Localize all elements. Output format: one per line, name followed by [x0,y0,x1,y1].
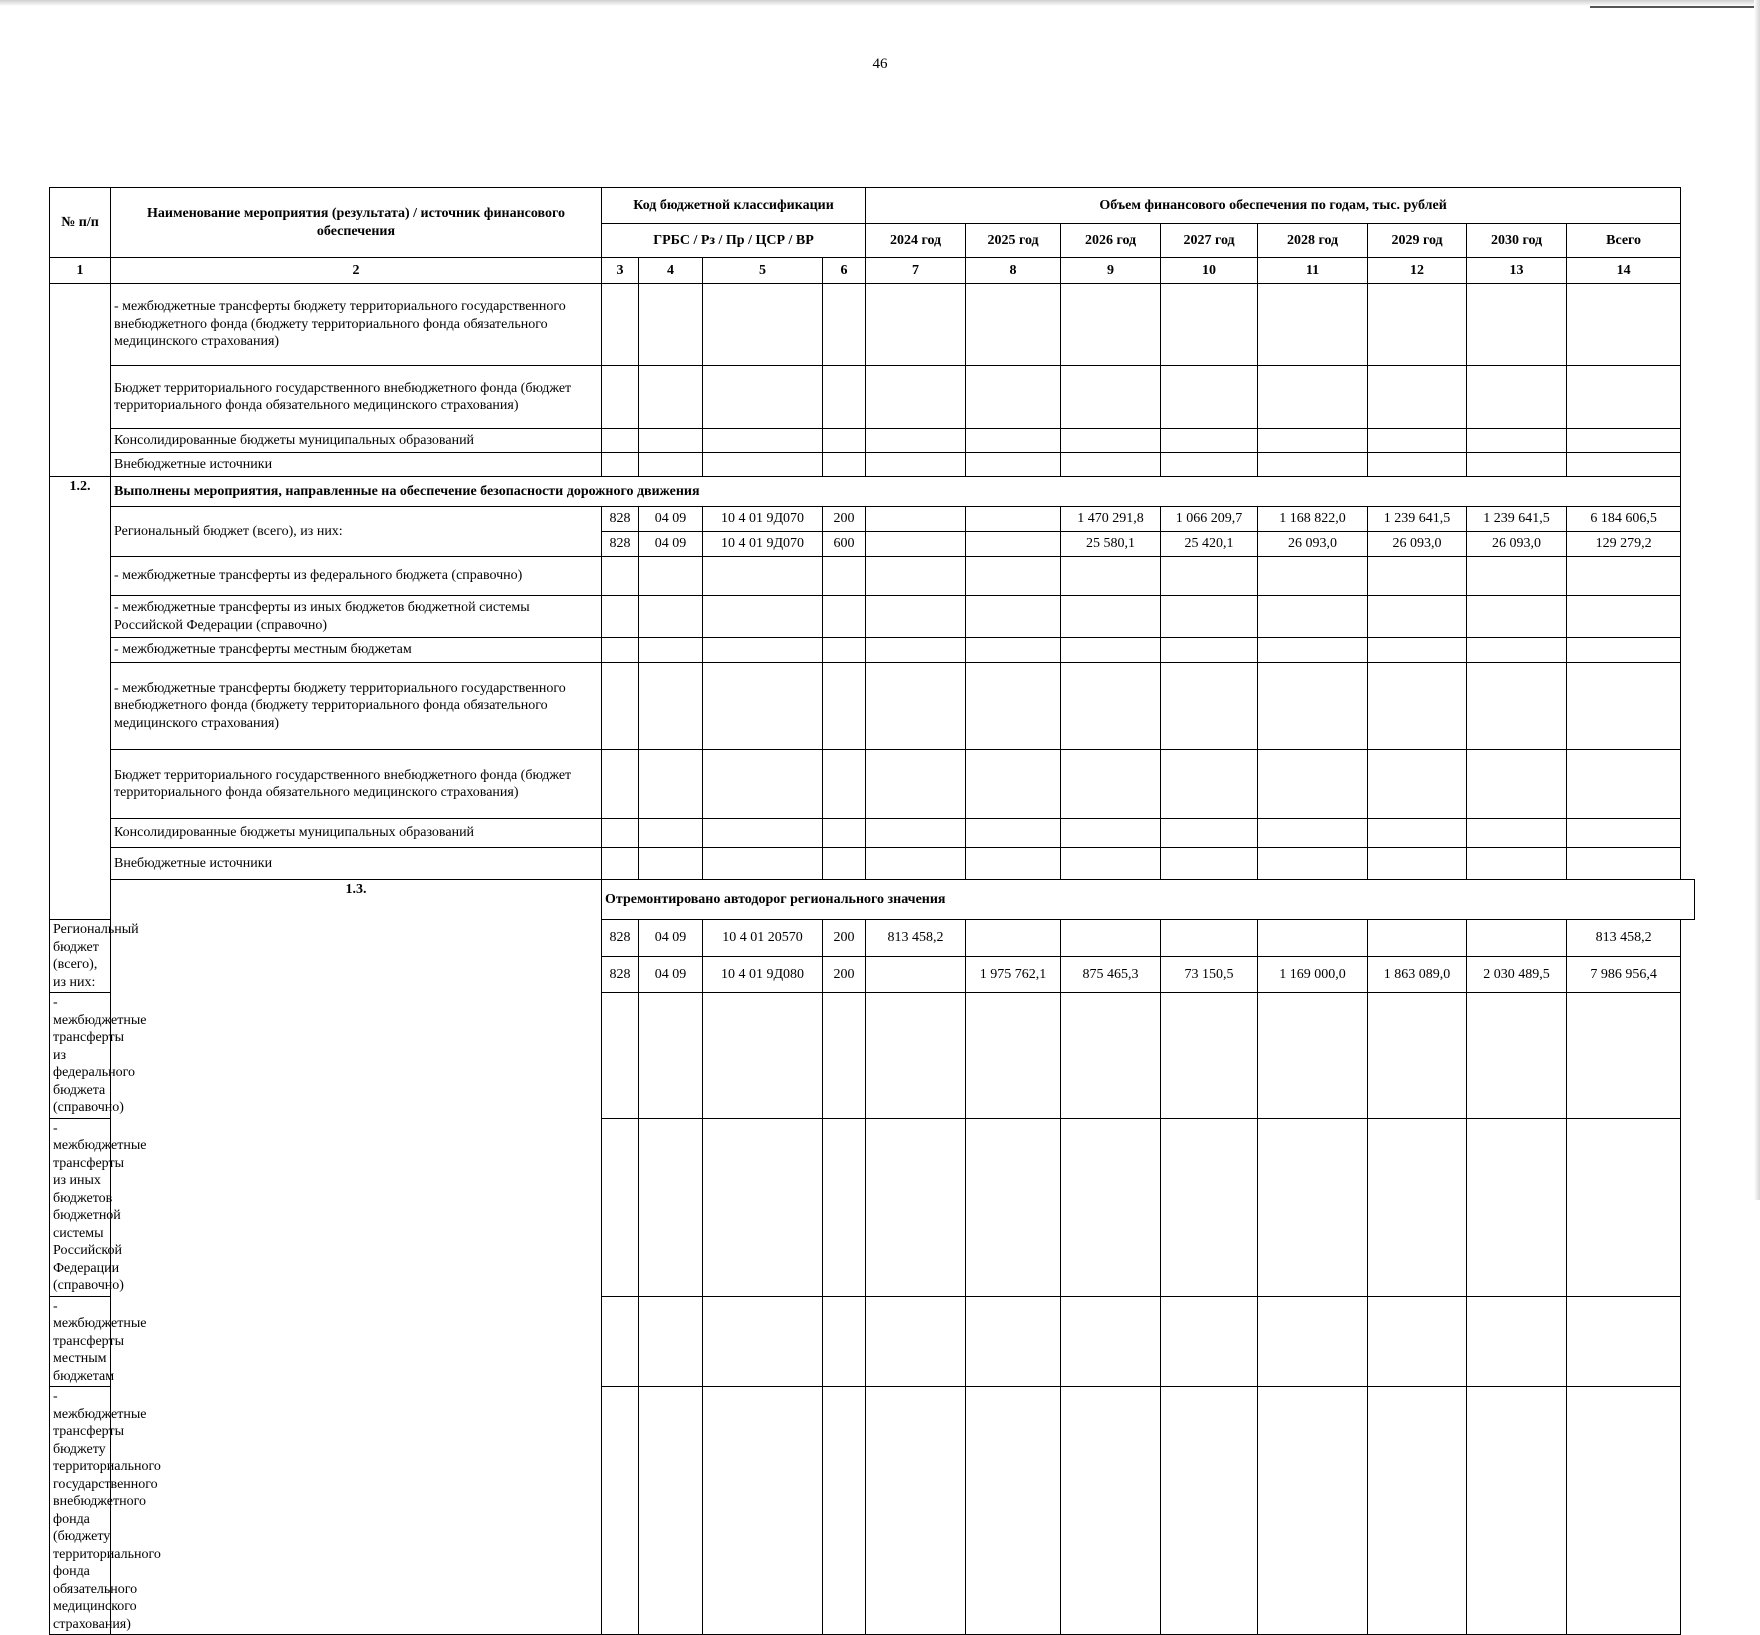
column-number: 5 [703,258,823,284]
header-year-2027: 2027 год [1161,224,1258,258]
value-2027 [1161,920,1258,957]
column-number: 12 [1368,258,1467,284]
vr-cell: 200 [823,956,866,993]
rz-pr-cell: 04 09 [639,532,703,557]
row-label: Внебюджетные источники [111,453,602,477]
column-number: 1 [50,258,111,284]
rz-pr-cell: 04 09 [639,507,703,532]
column-number: 10 [1161,258,1258,284]
header-year-2024: 2024 год [866,224,966,258]
value-total: 6 184 606,5 [1567,507,1681,532]
section-number: 1.3. [111,880,602,1635]
header-year-2028: 2028 год [1258,224,1368,258]
table-row [50,663,1695,750]
vr-cell: 200 [823,507,866,532]
table-row [50,366,1695,429]
budget-table [49,187,1695,1635]
value-2030 [1467,920,1567,957]
table-row [50,507,1695,532]
section-title: Выполнены мероприятия, направленные на обеспечение безопасности дорожного движения [111,477,1681,507]
value-2024 [866,956,966,993]
column-number: 11 [1258,258,1368,284]
value-2028: 26 093,0 [1258,532,1368,557]
row-label: - межбюджетные трансферты бюджету территориального государственного внебюджетного фонда (бюджету территориального фонда обязательного медицинского страхования) [111,284,602,366]
row-label: Консолидированные бюджеты муниципальных образований [111,429,602,453]
value-2025 [966,532,1061,557]
row-label: - межбюджетные трансферты бюджету территориального государственного внебюджетного фонда (бюджету территориального фонда обязательного медицинского страхования) [111,663,602,750]
table-row [50,848,1695,880]
value-2028: 1 168 822,0 [1258,507,1368,532]
row-label: Консолидированные бюджеты муниципальных образований [111,819,602,848]
value-2029: 1 239 641,5 [1368,507,1467,532]
value-2029: 26 093,0 [1368,532,1467,557]
row-label: - межбюджетные трансферты из федерального бюджета (справочно) [50,993,111,1119]
row-label: - межбюджетные трансферты из федерального бюджета (справочно) [111,557,602,596]
column-number-row [50,258,1695,284]
column-number: 2 [111,258,602,284]
header-num: № п/п [50,188,111,258]
header-year-2026: 2026 год [1061,224,1161,258]
table-row [50,819,1695,848]
table-row [50,750,1695,819]
value-2026 [1061,920,1161,957]
value-2030: 2 030 489,5 [1467,956,1567,993]
value-2027: 73 150,5 [1161,956,1258,993]
section-row [50,477,1695,507]
header-year-2030: 2030 год [1467,224,1567,258]
section-title: Отремонтировано автодорог регионального значения [602,880,1695,920]
row-label: - межбюджетные трансферты местным бюджетам [111,638,602,663]
value-2025 [966,920,1061,957]
value-2027: 25 420,1 [1161,532,1258,557]
column-number: 14 [1567,258,1681,284]
value-total: 129 279,2 [1567,532,1681,557]
row-label: Региональный бюджет (всего), из них: [50,920,111,993]
csr-cell: 10 4 01 20570 [703,920,823,957]
value-2029: 1 863 089,0 [1368,956,1467,993]
row-label: Внебюджетные источники [111,848,602,880]
table-row [50,453,1695,477]
csr-cell: 10 4 01 9Д070 [703,507,823,532]
value-2030: 26 093,0 [1467,532,1567,557]
value-2024: 813 458,2 [866,920,966,957]
row-label: Региональный бюджет (всего), из них: [111,507,602,557]
csr-cell: 10 4 01 9Д080 [703,956,823,993]
value-total: 813 458,2 [1567,920,1681,957]
header-year-2029: 2029 год [1368,224,1467,258]
row-label: - межбюджетные трансферты из иных бюджетов бюджетной системы Российской Федерации (справочно) [111,596,602,638]
column-number: 13 [1467,258,1567,284]
csr-cell: 10 4 01 9Д070 [703,532,823,557]
row-label: - межбюджетные трансферты местным бюджетам [50,1296,111,1387]
grbs-cell: 828 [602,920,639,957]
value-2026: 1 470 291,8 [1061,507,1161,532]
vr-cell: 600 [823,532,866,557]
header-total: Всего [1567,224,1681,258]
row-label: Бюджет территориального государственного внебюджетного фонда (бюджет территориального фонда обязательного медицинского страхования) [111,366,602,429]
num-cell [50,284,111,477]
column-number: 8 [966,258,1061,284]
section-number: 1.2. [50,477,111,920]
row-label: - межбюджетные трансферты из иных бюджетов бюджетной системы Российской Федерации (справочно) [50,1118,111,1296]
value-2025: 1 975 762,1 [966,956,1061,993]
scan-edge-right [1754,0,1760,1200]
value-2028: 1 169 000,0 [1258,956,1368,993]
column-number: 4 [639,258,703,284]
header-name: Наименование мероприятия (результата) / источник финансового обеспечения [111,188,602,258]
column-number: 9 [1061,258,1161,284]
table-row [50,596,1695,638]
row-label: - межбюджетные трансферты бюджету территориального государственного внебюджетного фонда (бюджету территориального фонда обязательного медицинского страхования) [50,1387,111,1635]
value-total: 7 986 956,4 [1567,956,1681,993]
value-2025 [966,507,1061,532]
scan-edge-top [0,0,1760,6]
value-2029 [1368,920,1467,957]
header-volume-group: Объем финансового обеспечения по годам, тыс. рублей [866,188,1681,224]
value-2024 [866,507,966,532]
rz-pr-cell: 04 09 [639,920,703,957]
scan-line [1590,6,1760,8]
table-row [50,429,1695,453]
vr-cell: 200 [823,920,866,957]
value-2024 [866,532,966,557]
row-label: Бюджет территориального государственного внебюджетного фонда (бюджет территориального фонда обязательного медицинского страхования) [111,750,602,819]
header-year-2025: 2025 год [966,224,1061,258]
grbs-cell: 828 [602,532,639,557]
grbs-cell: 828 [602,507,639,532]
page-number: 46 [872,56,888,72]
table-row [50,284,1695,366]
value-2026: 875 465,3 [1061,956,1161,993]
section-row [50,880,1695,920]
value-2027: 1 066 209,7 [1161,507,1258,532]
table-row [50,557,1695,596]
header-code-group: Код бюджетной классификации [602,188,866,224]
column-number: 7 [866,258,966,284]
value-2030: 1 239 641,5 [1467,507,1567,532]
grbs-cell: 828 [602,956,639,993]
value-2026: 25 580,1 [1061,532,1161,557]
header-row-1 [50,188,1695,224]
column-number: 3 [602,258,639,284]
rz-pr-cell: 04 09 [639,956,703,993]
value-2028 [1258,920,1368,957]
header-code-sub: ГРБС / Рз / Пр / ЦСР / ВР [602,224,866,258]
table-row [50,638,1695,663]
column-number: 6 [823,258,866,284]
